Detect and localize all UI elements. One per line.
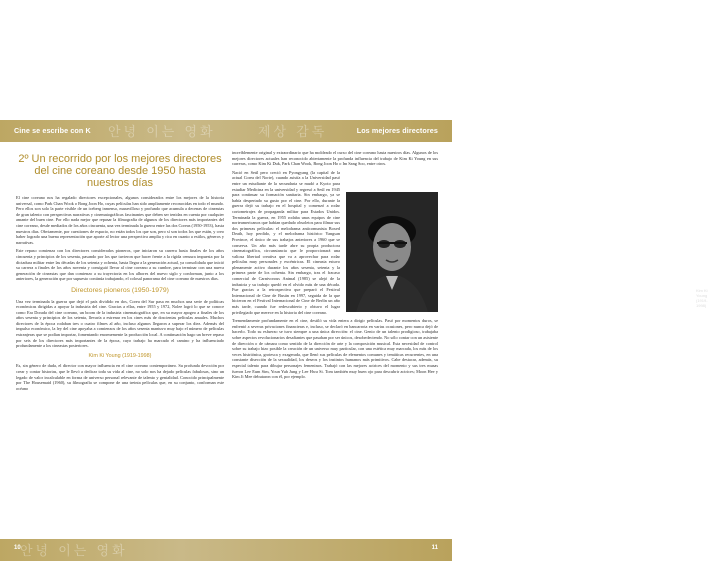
left-column [16,150,224,394]
page-number-left: 10 [14,545,21,551]
paragraph: Nació en Seúl pero creció en Pyongyang (la capital de la actual Corea del Norte), cuando asistía a la Universidad pasó entre un estudiante de la secundaria se mudó a Kyoto para estudiar Medicina en la universidad y regresó a Seúl en 1945 para continuar su formación sanitaria. Sin embargo, ya se había despertado su gusto por el cine. Por ello, durante la guerra dejó su trabajo en el hospital y comenzó a rodar cortometrajes de propaganda militar para Estados Unidos. Terminada la guerra, en 1955 rodaba unas equipos de cine norteamericanos que habían quedado obsoletos para filmar sus dos primeras películas: el melodrama anticomunista Boxed Death, hoy perdido, y el melodrama histórico Yangsan Province, el único de sus trabajos anteriores a 1960 que se conserva. Un año más tarde abre su propia productora cinematográfica, circunstancia que le proporcionará una valiosa libertad creativa que va a aprovechar para rodar películas muy personales y excéntricas. El cineasta estuvo plenamente activo durante los años sesenta, setenta y la primera parte de los ochenta. Sin embargo, tras el fracaso comercial de Carnivorous Animal (1985) se alejó de la industria y su trabajo quedó en el olvido más de una década. Fue gracias a la retrospectiva que preparó el Festival Internacional de Cine de Busán en 1997, seguida de la que hicieron en el Festival Internacional de Cine de Berlín un año más tarde, cuando fue redescubierto y obtuvo el lugar privilegiado que merece en la historia del cine coreano. [232,169,340,315]
paragraph: Es, sin género de duda, el director con mayor influencia en el cine coreano contemporáneo. Su profunda devoción por crear y contar historias, que le llevó a dedicar toda su vida al cine, no solo nos ha dejado películas fabulosas, sino un legado de valor incalculable en forma de universo personal relevante de talento y genialidad. Conocido principalmente por The Housemaid (1960), su filmografía se compone de una treinta películas que, en su conjunto, conforman este océano [16,363,224,391]
photo-caption: Kim Ki Young (1919-1998) [696,288,708,308]
paragraph: Este repaso comienza con los directores considerados pioneros, que iniciaron su carrera hasta finales de los años cincuenta y principios de los sesenta, pasando por los que tuvieron que hacer frente a la rígida censura impuesta por la dictadura militar entre las décadas de los setenta y ochenta, hasta llegar a la generación actual, ya consolidada que inició su carrera a finales de los años noventa y consiguió llevar al cine coreano a su cumbre, para terminar con una nueva generación de cineastas que dan comienzo a su trayectoria en los albores del nuevo siglo y conforman, junto a los anteriores, la generación que por supuesto continúa trabajando, el colosal panorama del cine coreano de nuestros días. [16,248,224,282]
page-title [16,153,224,189]
header-left-title: Cine se escribe con K [14,126,91,135]
header-right-title: Los mejores directores [356,126,438,135]
paragraph: Una vez terminada la guerra que dejó el país dividido en dos, Corea del Sur pasa en muchos una serie de políticas económicas dirigidas a apoyar la industria del cine. Gracias a ellas, entre 1955 y 1972, Nolee logró lo que se conoce como Era Dorada del cine coreano, un boom de la industria cinematográfica que, en su mayor apogeo a finales de los años sesenta y principios de los setenta, llevaría a estrenar en los cines más de doscientas películas anuales. Muchos directores de la época rodaban tres o cuatro filmes al año, incluso algunos llegaron a superar los diez. Además del impulso económico, la ley del cine apoyaba a comienzos de los años sesenta mantuvo muy bajo el número de películas extranjeras que se podían importar, fomentando enormemente la producción local. A continuación hago un breve repaso por seis de los directores más importantes de la época, cuyo trabajo ha marcado el camino y ha influenciado profundamente a los cineastas posteriores. [16,298,224,349]
page-number-right: 11 [431,545,438,551]
header-hangul-left: 안녕 이는 영화 [108,125,216,140]
header-hangul-right: 제상 감독 [258,125,328,140]
title-number: 2º [18,153,29,165]
title-line-b: del cine coreano desde 1950 hasta nuestros días [34,165,206,189]
paragraph: Tremendamente profundamente en el cine, destiló su vida entera a dirigir películas. Pasó por momentos duros, se enfrentó a severas privaciones financieras e, incluso, se declaró en bancarrota en varias ocasiones, pero nunca dejó de hacerlo. Todo su esfuerzo se tuvo siempre a una única dirección: el cine. Genio de un talento prodigioso, trabajaba sobre aspectos revolucionarios desafiantes que pasaban por ser únicos, desobedeciendo. No sólo contar con un asistente de dirección o de cámara como sentido de la dirección de arte y la composición musical. Esta necesidad de control sobre su trabajo hizo posible la creación de un universo muy particular, con una estética muy marcada, los más de los veces histriónica, grotesca y exagerada, que llenó sus películas de elementos comunes y temáticas recurrentes, en una constante disección de la sexualidad, los deseos y los instintos humanos más primitivos. Cabe destacar, además, su especial talento para dibujar personajes femeninos. Trabajó con las mejores actrices del momento y sus tres musas fueron Lee Eum Sim, Youn Yuh Jung y Lee Hwa Si. Tom también muy buen ojo para descubrir actrices; Moon Hee y Kim Ji Mee debutaron con él, por ejemplo. [232,318,438,380]
title-line-a: Un recorrido por los mejores directores [31,153,222,165]
subsection-heading: Kim Ki Young (1919-1998) [88,352,152,359]
footer-hangul: 안녕 이는 영화 [20,544,128,559]
paragraph: El cine coreano nos ha regalado directores excepcionales, algunos considerados entre los mejores de la historia universal, como Park Chan Wook o Bong Joon Ho, cuyas películas han sido ampliamente reconocidas en todo el mundo. Pero ellos son solo la parte visible de un iceberg inmenso, maravilloso y profundo que acumula a decenas de cineastas de gran talento con perspectivas narrativas y cinematográficas fascinantes que deben ser tenidas en cuenta por cualquier amante del buen cine. Por ello nada mejor que repasar la filmografía de algunos de los directores más importantes del cine coreano, desde mediados de los años cincuenta, una vez terminada la guerra entre las dos Coreas (1950-1953), hasta nuestros días. Obviamente, por cuestiones de espacio, no están todos los que son, pero sí son todos los que están, y creo haber logrado una buena representación que aporte al lector una perspectiva amplia y rica en cuanto a estilos, géneros y narrativas. [16,195,224,245]
paragraph: increíblemente original y extraordinario que ha moldeado el curso del cine coreano hasta nuestros días. Algunos de los mejores directores actuales han reconocido abiertamente la profunda influencia del trabajo de Kim Ki Young en sus carreras, como Kim Ki Duk, Park Chan Wook, Bong Joon Ho o Im Sang Soo, entre otros. [232,150,438,167]
section-heading: Directores pioneros (1950-1979) [71,286,169,294]
portrait-photo [346,192,708,312]
portrait-image [346,192,438,312]
